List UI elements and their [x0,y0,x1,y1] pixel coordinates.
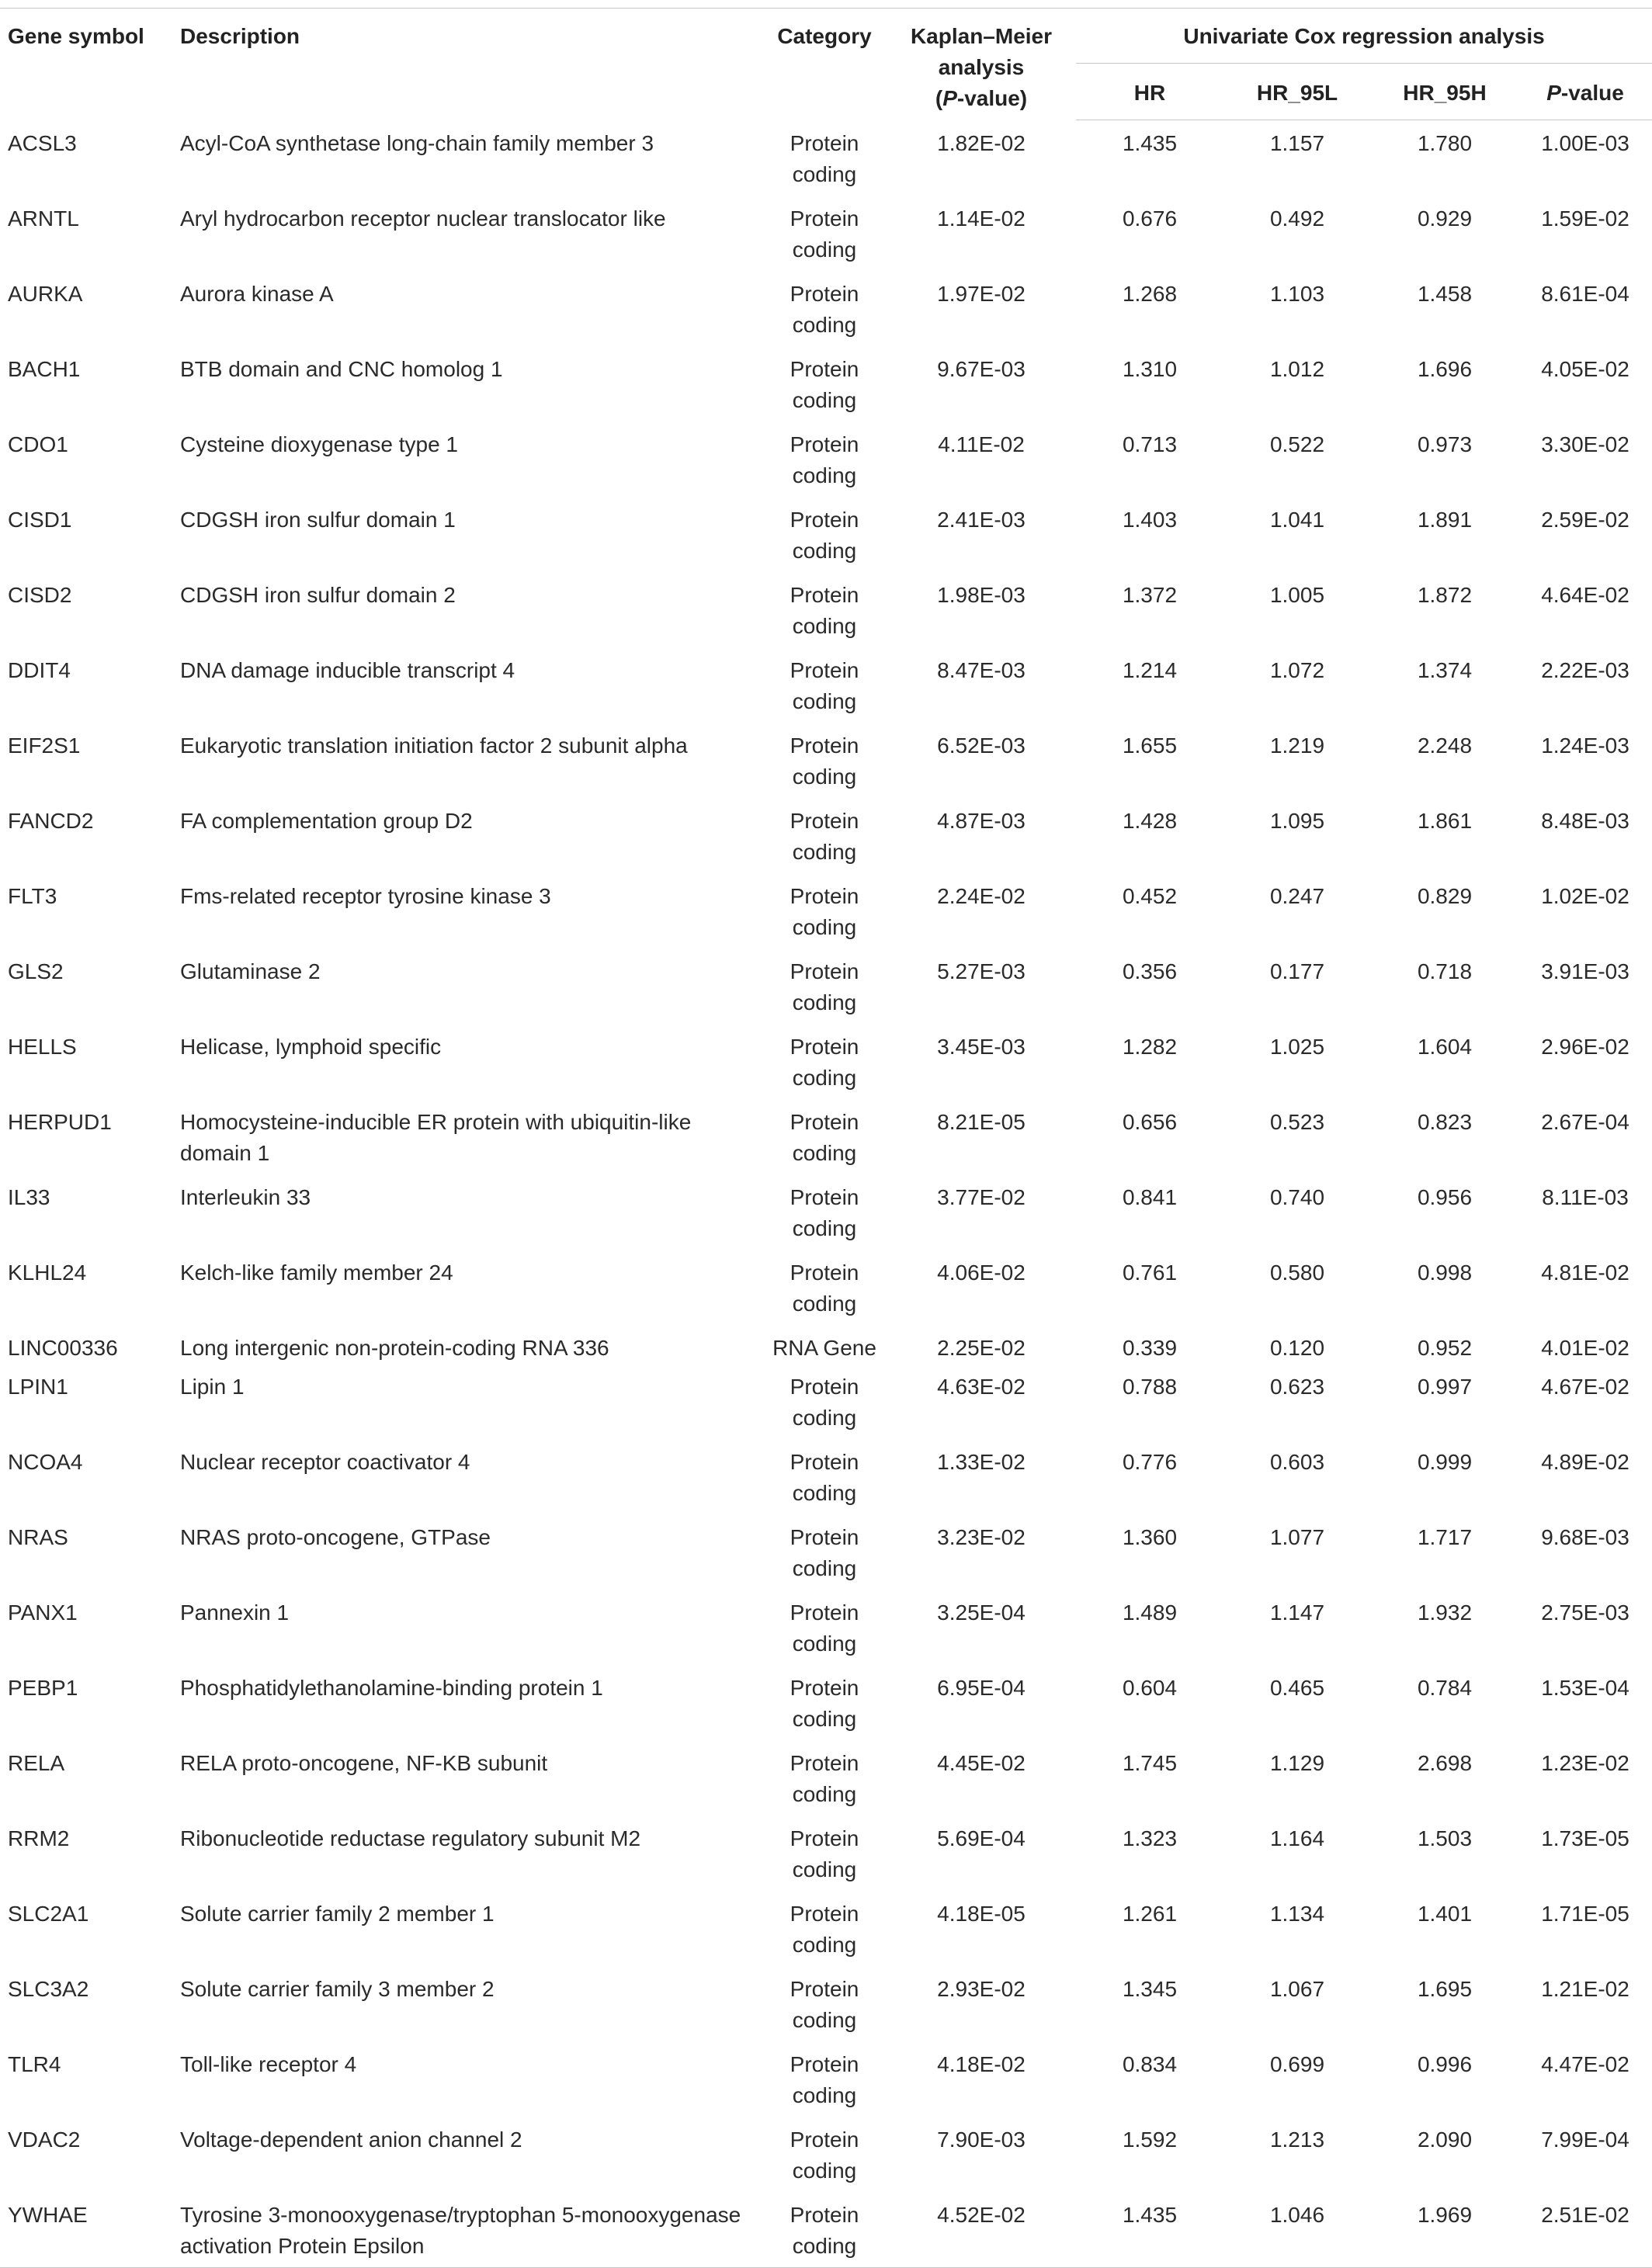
cell-description: Eukaryotic translation initiation factor 2 subunit alpha [180,733,688,758]
cell-category: Protein coding [790,2127,859,2183]
table-row [0,1891,1652,1966]
cell-p-value: 2.51E-02 [1518,2192,1652,2268]
cell-gene-symbol: HELLS [8,1034,77,1059]
cell-km-p-value: 4.18E-02 [937,2051,1026,2076]
cell-hr: 1.214 [1122,657,1178,682]
cell-category: Protein coding [790,733,859,789]
cell-hr-95l: 1.025 [1269,1034,1325,1059]
cell-description: Glutaminase 2 [180,959,321,983]
cell-km-p-value: 5.69E-04 [937,1826,1026,1850]
header-km-open: ( [935,86,943,110]
header-p-rest: -value [1560,81,1624,105]
cell-hr-95l: 0.465 [1269,1675,1325,1700]
cell-km-p-value: 4.06E-02 [937,1260,1026,1285]
table-row [0,798,1652,873]
cell-gene-symbol: NRAS [8,1524,68,1549]
cell-p-value: 3.30E-02 [1541,432,1629,456]
table-row [0,421,1652,497]
cell-hr-95h: 0.997 [1417,1374,1473,1399]
cell-description: Tyrosine 3-monooxygenase/tryptophan 5-monooxygenase activation Protein Epsilon [172,2192,762,2268]
cell-hr: 0.656 [1122,1109,1178,1134]
cell-hr-95h: 0.973 [1417,432,1473,456]
cell-gene-symbol: CDO1 [8,432,68,456]
cell-hr-95h: 0.956 [1417,1184,1473,1209]
table-row [0,572,1652,647]
cell-description: Fms-related receptor tyrosine kinase 3 [180,883,551,908]
cell-description: CDGSH iron sulfur domain 2 [180,582,456,607]
cell-hr-95l: 1.164 [1269,1826,1325,1850]
cell-gene-symbol: NCOA4 [8,1449,83,1474]
cell-category: Protein coding [790,883,859,939]
cell-category: Protein coding [790,1826,859,1881]
cell-description: CDGSH iron sulfur domain 1 [180,507,456,532]
table-row [0,1514,1652,1590]
cell-gene-symbol: PEBP1 [8,1675,78,1700]
cell-gene-symbol: RRM2 [8,1826,70,1850]
cell-category: Protein coding [790,507,859,563]
header-hr-95l: HR_95L [1223,64,1371,120]
cell-p-value: 2.96E-02 [1541,1034,1629,1059]
table-row [0,2041,1652,2117]
header-description: Description [172,9,762,120]
cell-category: Protein coding [790,1600,859,1656]
cell-p-value: 7.99E-04 [1541,2127,1629,2152]
cell-hr: 1.435 [1122,131,1178,155]
table-row [0,346,1652,421]
header-p-value [1518,64,1652,120]
table-row [0,2192,1652,2268]
cell-p-value: 4.47E-02 [1541,2051,1629,2076]
cell-hr-95h: 0.999 [1417,1449,1473,1474]
cell-description: DNA damage inducible transcript 4 [180,657,515,682]
cell-p-value: 4.89E-02 [1541,1449,1629,1474]
cell-km-p-value: 2.25E-02 [937,1335,1026,1360]
cell-km-p-value: 2.93E-02 [937,1976,1026,2001]
cell-hr: 0.841 [1122,1184,1178,1209]
cell-hr-95l: 0.523 [1269,1109,1325,1134]
cell-hr-95h: 0.998 [1417,1260,1473,1285]
cell-hr-95h: 1.374 [1417,657,1473,682]
cell-hr-95h: 1.696 [1417,356,1473,381]
cell-hr: 0.452 [1122,883,1178,908]
table-row [0,1099,1652,1174]
cell-description: Aryl hydrocarbon receptor nuclear translocator like [180,206,666,231]
cell-hr: 1.372 [1122,582,1178,607]
cell-description: Nuclear receptor coactivator 4 [180,1449,470,1474]
table-row [0,1364,1652,1439]
cell-category: Protein coding [790,1374,859,1430]
table-row [0,1590,1652,1665]
cell-hr-95h: 1.872 [1417,582,1473,607]
cell-hr: 1.655 [1122,733,1178,758]
cell-category: Protein coding [790,959,859,1014]
cell-p-value: 1.53E-04 [1541,1675,1629,1700]
cell-hr-95h: 2.698 [1417,1750,1473,1775]
cell-p-value: 1.00E-03 [1541,131,1629,155]
cell-hr-95l: 1.072 [1269,657,1325,682]
cell-hr-95h: 2.248 [1417,733,1473,758]
cell-gene-symbol: TLR4 [8,2051,61,2076]
cell-category: Protein coding [790,1184,859,1240]
cell-hr: 1.435 [1076,2192,1223,2268]
cell-hr-95h: 1.891 [1417,507,1473,532]
table-row [0,723,1652,798]
cell-km-p-value: 7.90E-03 [937,2127,1026,2152]
cell-description: Voltage-dependent anion channel 2 [180,2127,522,2152]
cell-gene-symbol: SLC3A2 [8,1976,89,2001]
cell-km-p-value: 1.14E-02 [937,206,1026,231]
cell-gene-symbol: ARNTL [8,206,79,231]
cell-hr: 0.356 [1122,959,1178,983]
cell-hr: 0.788 [1122,1374,1178,1399]
cell-p-value: 3.91E-03 [1541,959,1629,983]
cell-category: Protein coding [790,808,859,864]
cell-hr: 1.403 [1122,507,1178,532]
cell-hr: 1.261 [1122,1901,1178,1926]
cell-category: Protein coding [790,1901,859,1957]
cell-gene-symbol: FANCD2 [8,808,94,833]
header-kaplan-meier [887,9,1076,120]
table-header [0,9,1652,120]
cell-hr-95l: 0.740 [1269,1184,1325,1209]
cell-gene-symbol: CISD2 [8,582,72,607]
cell-p-value: 4.05E-02 [1541,356,1629,381]
cell-description: Pannexin 1 [180,1600,290,1625]
cell-hr: 1.282 [1122,1034,1178,1059]
cell-description: Long intergenic non-protein-coding RNA 336 [180,1335,609,1360]
cell-p-value: 9.68E-03 [1541,1524,1629,1549]
cell-category: Protein coding [790,1109,859,1165]
cell-km-p-value: 2.41E-03 [937,507,1026,532]
cell-hr: 1.268 [1122,281,1178,306]
cell-hr-95h: 0.718 [1417,959,1473,983]
cell-hr-95l: 1.103 [1269,281,1325,306]
cell-gene-symbol: GLS2 [8,959,64,983]
cell-hr-95l: 1.095 [1269,808,1325,833]
cell-km-p-value: 3.25E-04 [937,1600,1026,1625]
cell-km-p-value: 3.77E-02 [937,1184,1026,1209]
cell-hr: 0.713 [1122,432,1178,456]
cell-hr-95l: 0.603 [1269,1449,1325,1474]
cell-hr: 0.676 [1122,206,1178,231]
cell-category: Protein coding [790,1034,859,1090]
cell-hr-95l: 1.077 [1269,1524,1325,1549]
cell-gene-symbol: CISD1 [8,507,72,532]
cell-hr-95h: 1.932 [1417,1600,1473,1625]
cell-p-value: 1.23E-02 [1541,1750,1629,1775]
cell-category: Protein coding [790,1750,859,1806]
cell-km-p-value: 4.45E-02 [937,1750,1026,1775]
table-row [0,647,1652,723]
cell-km-p-value: 1.33E-02 [937,1449,1026,1474]
cell-km-p-value: 9.67E-03 [937,356,1026,381]
table-body [0,120,1652,2268]
cell-category: Protein coding [790,1260,859,1316]
cell-gene-symbol: YWHAE [0,2192,172,2268]
cell-hr: 1.428 [1122,808,1178,833]
cell-p-value: 8.61E-04 [1541,281,1629,306]
table-row [0,196,1652,271]
cell-category: Protein coding [790,130,859,186]
cell-gene-symbol: SLC2A1 [8,1901,89,1926]
cell-category: Protein coding [790,1449,859,1505]
header-p-italic: P [1546,81,1561,105]
cell-hr-95l: 0.623 [1269,1374,1325,1399]
header-hr-95h: HR_95H [1371,64,1518,120]
header-km-line1: Kaplan–Meier [910,24,1053,48]
cell-description: Solute carrier family 3 member 2 [180,1976,495,2001]
cell-p-value: 1.24E-03 [1541,733,1629,758]
cell-hr-95l: 1.129 [1269,1750,1325,1775]
table-row [0,1024,1652,1099]
cell-category: Protein coding [790,1524,859,1580]
cell-description: Lipin 1 [180,1374,245,1399]
cell-hr: 0.339 [1122,1335,1178,1360]
cell-hr-95l: 0.522 [1269,432,1325,456]
cell-p-value: 1.73E-05 [1541,1826,1629,1850]
cell-gene-symbol: LINC00336 [8,1335,118,1360]
cell-km-p-value: 1.98E-03 [937,582,1026,607]
table-row [0,1325,1652,1364]
cell-hr-95h: 1.780 [1417,131,1473,155]
table-row [0,2117,1652,2192]
table-row [0,1815,1652,1891]
cell-hr: 0.761 [1122,1260,1178,1285]
cell-hr-95h: 0.823 [1417,1109,1473,1134]
cell-km-p-value: 8.47E-03 [937,657,1026,682]
cell-description: Toll-like receptor 4 [180,2051,357,2076]
cell-hr-95h: 1.458 [1417,281,1473,306]
cell-description: Helicase, lymphoid specific [180,1034,442,1059]
cell-p-value: 4.67E-02 [1541,1374,1629,1399]
cell-hr-95l: 1.067 [1269,1976,1325,2001]
cell-hr-95l: 0.580 [1269,1260,1325,1285]
cell-km-p-value: 4.18E-05 [937,1901,1026,1926]
cell-gene-symbol: RELA [8,1750,65,1775]
cell-description: Solute carrier family 2 member 1 [180,1901,495,1926]
cell-p-value: 2.75E-03 [1541,1600,1629,1625]
cell-hr: 0.834 [1122,2051,1178,2076]
cell-category: Protein coding [790,1976,859,2032]
cell-km-p-value: 4.87E-03 [937,808,1026,833]
cell-description: Ribonucleotide reductase regulatory subunit M2 [180,1826,641,1850]
cell-hr-95l: 1.147 [1269,1600,1325,1625]
cell-description: Kelch-like family member 24 [180,1260,453,1285]
cell-hr-95l: 1.012 [1269,356,1325,381]
table-row [0,873,1652,948]
cell-hr-95h: 1.503 [1417,1826,1473,1850]
cell-hr: 1.489 [1122,1600,1178,1625]
cell-gene-symbol: LPIN1 [8,1374,68,1399]
cell-gene-symbol: AURKA [8,281,83,306]
cell-km-p-value: 4.52E-02 [887,2192,1076,2268]
header-km-p-italic: P [942,86,957,110]
cell-category: Protein coding [790,657,859,713]
cell-p-value: 2.59E-02 [1541,507,1629,532]
cell-gene-symbol: DDIT4 [8,657,71,682]
cell-hr-95l: 1.213 [1269,2127,1325,2152]
cell-category: Protein coding [790,281,859,337]
cell-hr-95l: 1.046 [1223,2192,1371,2268]
cell-hr-95l: 0.492 [1269,206,1325,231]
cell-hr-95h: 1.401 [1417,1901,1473,1926]
cell-hr-95h: 1.717 [1417,1524,1473,1549]
cell-hr-95h: 0.929 [1417,206,1473,231]
cell-hr-95l: 0.177 [1269,959,1325,983]
cell-p-value: 4.81E-02 [1541,1260,1629,1285]
table-row [0,120,1652,196]
cell-hr: 1.323 [1122,1826,1178,1850]
gene-table [0,8,1652,2268]
cell-hr-95l: 0.699 [1269,2051,1325,2076]
cell-km-p-value: 1.82E-02 [937,130,1026,155]
cell-category: Protein coding [790,356,859,412]
cell-km-p-value: 4.11E-02 [938,432,1025,456]
header-km-p-rest: -value) [956,86,1028,110]
cell-hr: 1.345 [1122,1976,1178,2001]
table-row [0,948,1652,1024]
cell-gene-symbol: HERPUD1 [8,1109,112,1134]
cell-km-p-value: 3.23E-02 [937,1524,1026,1549]
cell-gene-symbol: BACH1 [8,356,81,381]
cell-hr-95l: 0.247 [1269,883,1325,908]
cell-km-p-value: 6.52E-03 [937,733,1026,758]
cell-description: RELA proto-oncogene, NF-KB subunit [180,1750,548,1775]
cell-hr: 1.592 [1122,2127,1178,2152]
cell-description: Homocysteine-inducible ER protein with ubiquitin-like domain 1 [180,1109,692,1165]
cell-hr-95l: 1.219 [1269,733,1325,758]
cell-gene-symbol: KLHL24 [8,1260,87,1285]
table-row [0,1966,1652,2041]
table-row [0,271,1652,346]
cell-p-value: 8.11E-03 [1542,1184,1629,1209]
cell-description: Cysteine dioxygenase type 1 [180,432,458,456]
cell-p-value: 1.59E-02 [1541,206,1629,231]
table-row [0,1740,1652,1815]
cell-hr-95l: 1.157 [1269,131,1325,155]
cell-hr-95l: 1.134 [1269,1901,1325,1926]
cell-description: Aurora kinase A [180,281,334,306]
cell-description: Acyl-CoA synthetase long-chain family member 3 [180,130,654,155]
cell-category: Protein coding [790,1675,859,1731]
cell-hr: 1.745 [1122,1750,1178,1775]
cell-category: Protein coding [762,2192,887,2268]
cell-hr-95h: 0.784 [1417,1675,1473,1700]
cell-p-value: 8.48E-03 [1541,808,1629,833]
cell-category: Protein coding [790,582,859,638]
cell-hr: 1.360 [1122,1524,1178,1549]
cell-category: Protein coding [790,2051,859,2107]
cell-p-value: 1.21E-02 [1541,1976,1629,2001]
header-cox-group: Univariate Cox regression analysis [1076,9,1652,64]
cell-description: FA complementation group D2 [180,808,473,833]
cell-description: Phosphatidylethanolamine-binding protein 1 [180,1675,603,1700]
table-row [0,1174,1652,1250]
cell-category: RNA Gene [772,1335,876,1360]
cell-description: NRAS proto-oncogene, GTPase [180,1524,491,1549]
cell-p-value: 4.01E-02 [1541,1335,1629,1360]
cell-km-p-value: 1.97E-02 [937,281,1026,306]
cell-hr: 1.310 [1122,356,1178,381]
cell-km-p-value: 5.27E-03 [937,959,1026,983]
header-hr: HR [1076,64,1223,120]
cell-hr: 0.604 [1122,1675,1178,1700]
table-row [0,1439,1652,1514]
cell-hr-95l: 1.005 [1269,582,1325,607]
header-category: Category [762,9,887,120]
cell-p-value: 1.02E-02 [1541,883,1629,908]
cell-p-value: 4.64E-02 [1541,582,1629,607]
cell-p-value: 1.71E-05 [1541,1901,1629,1926]
cell-km-p-value: 6.95E-04 [937,1675,1026,1700]
cell-hr-95h: 0.952 [1417,1335,1473,1360]
cell-hr-95h: 1.861 [1417,808,1473,833]
cell-p-value: 2.67E-04 [1541,1109,1629,1134]
cell-gene-symbol: IL33 [8,1184,50,1209]
cell-gene-symbol: PANX1 [8,1600,78,1625]
cell-hr-95h: 1.695 [1417,1976,1473,2001]
cell-gene-symbol: EIF2S1 [8,733,81,758]
cell-description: BTB domain and CNC homolog 1 [180,356,503,381]
header-gene-symbol: Gene symbol [0,9,172,120]
cell-hr-95h: 0.996 [1417,2051,1473,2076]
table-row [0,1250,1652,1325]
cell-km-p-value: 4.63E-02 [937,1374,1026,1399]
cell-km-p-value: 2.24E-02 [937,883,1026,908]
cell-km-p-value: 8.21E-05 [937,1109,1026,1134]
cell-category: Protein coding [790,432,859,487]
cell-hr-95l: 0.120 [1269,1335,1325,1360]
cell-description: Interleukin 33 [180,1184,311,1209]
cell-hr-95h: 1.604 [1417,1034,1473,1059]
cell-hr-95l: 1.041 [1269,507,1325,532]
cell-gene-symbol: VDAC2 [8,2127,81,2152]
cell-hr-95h: 0.829 [1417,883,1473,908]
cell-p-value: 2.22E-03 [1541,657,1629,682]
cell-km-p-value: 3.45E-03 [937,1034,1026,1059]
table-row [0,497,1652,572]
cell-hr-95h: 2.090 [1417,2127,1473,2152]
table-row [0,1665,1652,1740]
header-km-line2: analysis [938,55,1025,79]
cell-hr-95h: 1.969 [1371,2192,1518,2268]
cell-gene-symbol: ACSL3 [8,130,77,155]
cell-gene-symbol: FLT3 [8,883,57,908]
cell-category: Protein coding [790,206,859,262]
cell-hr: 0.776 [1122,1449,1178,1474]
